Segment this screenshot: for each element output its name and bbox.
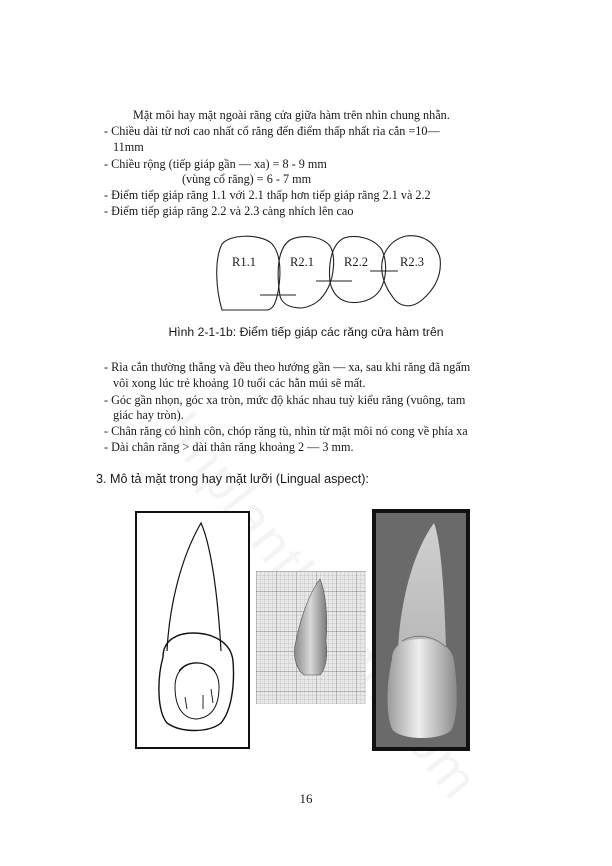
bullet-4: - Dài chân răng > dài thân răng khoảng 2 — 3 mm. bbox=[104, 440, 354, 454]
contact-point-diagram bbox=[210, 230, 450, 320]
section-heading: 3. Mô tả mặt trong hay mặt lưỡi (Lingual aspect): bbox=[96, 472, 369, 486]
bullet-2b: giác hay tròn). bbox=[113, 408, 184, 422]
label-r11: R1.1 bbox=[232, 255, 256, 269]
tooth-outline-r22 bbox=[330, 237, 386, 303]
label-r22: R2.2 bbox=[344, 255, 368, 269]
bullet-2a: - Góc gần nhọn, góc xa tròn, mức độ khác nhau tuỳ kiểu răng (vuông, tam bbox=[104, 393, 466, 407]
intro-line-4b: (vùng cổ răng) = 6 - 7 mm bbox=[182, 172, 312, 186]
intro-line-1: Mặt môi hay mặt ngoài răng cửa giữa hàm trên nhìn chung nhẵn. bbox=[133, 108, 450, 122]
intro-line-5: - Điểm tiếp giáp răng 1.1 với 2.1 thấp hơn tiếp giáp răng 2.1 và 2.2 bbox=[104, 188, 431, 202]
intro-line-2: - Chiều dài từ nơi cao nhất cổ răng đến điểm thấp nhất rìa cắn =10— bbox=[104, 124, 440, 138]
tooth-line-drawing bbox=[135, 511, 250, 749]
intro-line-4a: - Chiều rộng (tiếp giáp gần — xa) = 8 - 9 mm bbox=[104, 157, 327, 171]
bullet-1a: - Rìa cắn thường thẳng và đều theo hướng gần — xa, sau khi răng đã ngấm bbox=[104, 360, 471, 374]
figure-caption: Hình 2-1-1b: Điểm tiếp giáp các răng cửa hàm trên bbox=[168, 325, 444, 339]
tooth-outline-r21 bbox=[278, 237, 333, 308]
label-r21: R2.1 bbox=[290, 255, 314, 269]
page-number: 16 bbox=[299, 791, 313, 806]
bullet-1b: vôi xong lúc trẻ khoảng 10 tuổi các hằn múi sẽ mất. bbox=[113, 376, 366, 390]
intro-line-3: 11mm bbox=[113, 140, 144, 154]
tooth-outline-r11 bbox=[217, 236, 280, 310]
tooth-photo-on-grid bbox=[256, 571, 366, 704]
intro-line-6: - Điểm tiếp giáp răng 2.2 và 2.3 càng nhích lên cao bbox=[104, 204, 354, 218]
tooth-photo-large bbox=[372, 509, 470, 751]
label-r23: R2.3 bbox=[400, 255, 424, 269]
bullet-3: - Chân răng có hình côn, chóp răng tù, nhìn từ mặt môi nó cong về phía xa bbox=[104, 424, 468, 438]
